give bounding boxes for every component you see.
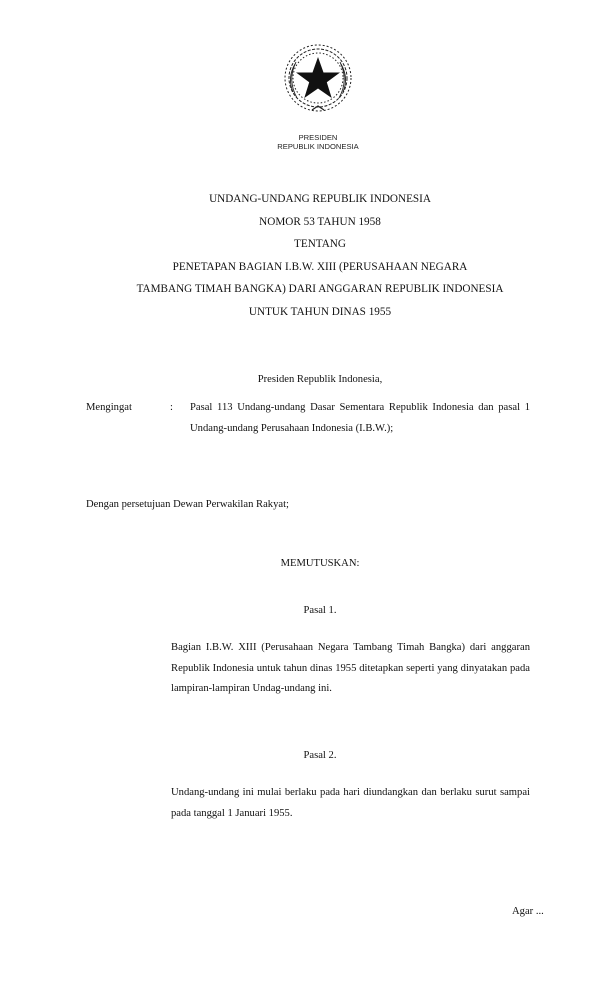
article-1-text: Bagian I.B.W. XIII (Perusahaan Negara Tambang Timah Bangka) dari anggaran Republik Indonesia untuk tahun dinas 1955 ditetapkan seperti yang dinyatakan pada lampiran-lampiran Undag-undang ini. [171,642,530,694]
article-2-title: Pasal 2. [303,750,337,761]
emblem-caption-presiden: PRESIDEN [298,133,338,142]
title-line: UNTUK TAHUN DINAS 1955 [248,305,392,318]
memutuskan-heading: MEMUTUSKAN: [280,558,360,569]
president-heading: Presiden Republik Indonesia, [257,374,383,385]
title-line: NOMOR 53 TAHUN 1958 [259,215,381,228]
mengingat-label: Mengingat [86,402,132,413]
continuation-text: Agar ... [512,906,544,917]
title-line: PENETAPAN BAGIAN I.B.W. XIII (PERUSAHAAN NEGARA [172,260,468,273]
mengingat-colon: : [170,402,173,413]
presidential-emblem-icon [279,40,357,118]
emblem-caption-republik: REPUBLIK INDONESIA [277,142,359,151]
document-title [0,188,612,324]
persetujuan-text: Dengan persetujuan Dewan Perwakilan Rakyat; [86,499,289,510]
article-2-text: Undang-undang ini mulai berlaku pada hari diundangkan dan berlaku surut sampai pada tanggal 1 Januari 1955. [171,787,530,819]
title-line: UNDANG-UNDANG REPUBLIK INDONESIA [209,193,431,205]
mengingat-text: Pasal 113 Undang-undang Dasar Sementara Republik Indonesia dan pasal 1 Undang-undang Perusahaan Indonesia (I.B.W.); [190,402,530,434]
title-line: TAMBANG TIMAH BANGKA) DARI ANGGARAN REPUBLIK INDONESIA [136,283,504,296]
article-1-title: Pasal 1. [303,605,337,616]
title-line: TENTANG [294,238,346,251]
